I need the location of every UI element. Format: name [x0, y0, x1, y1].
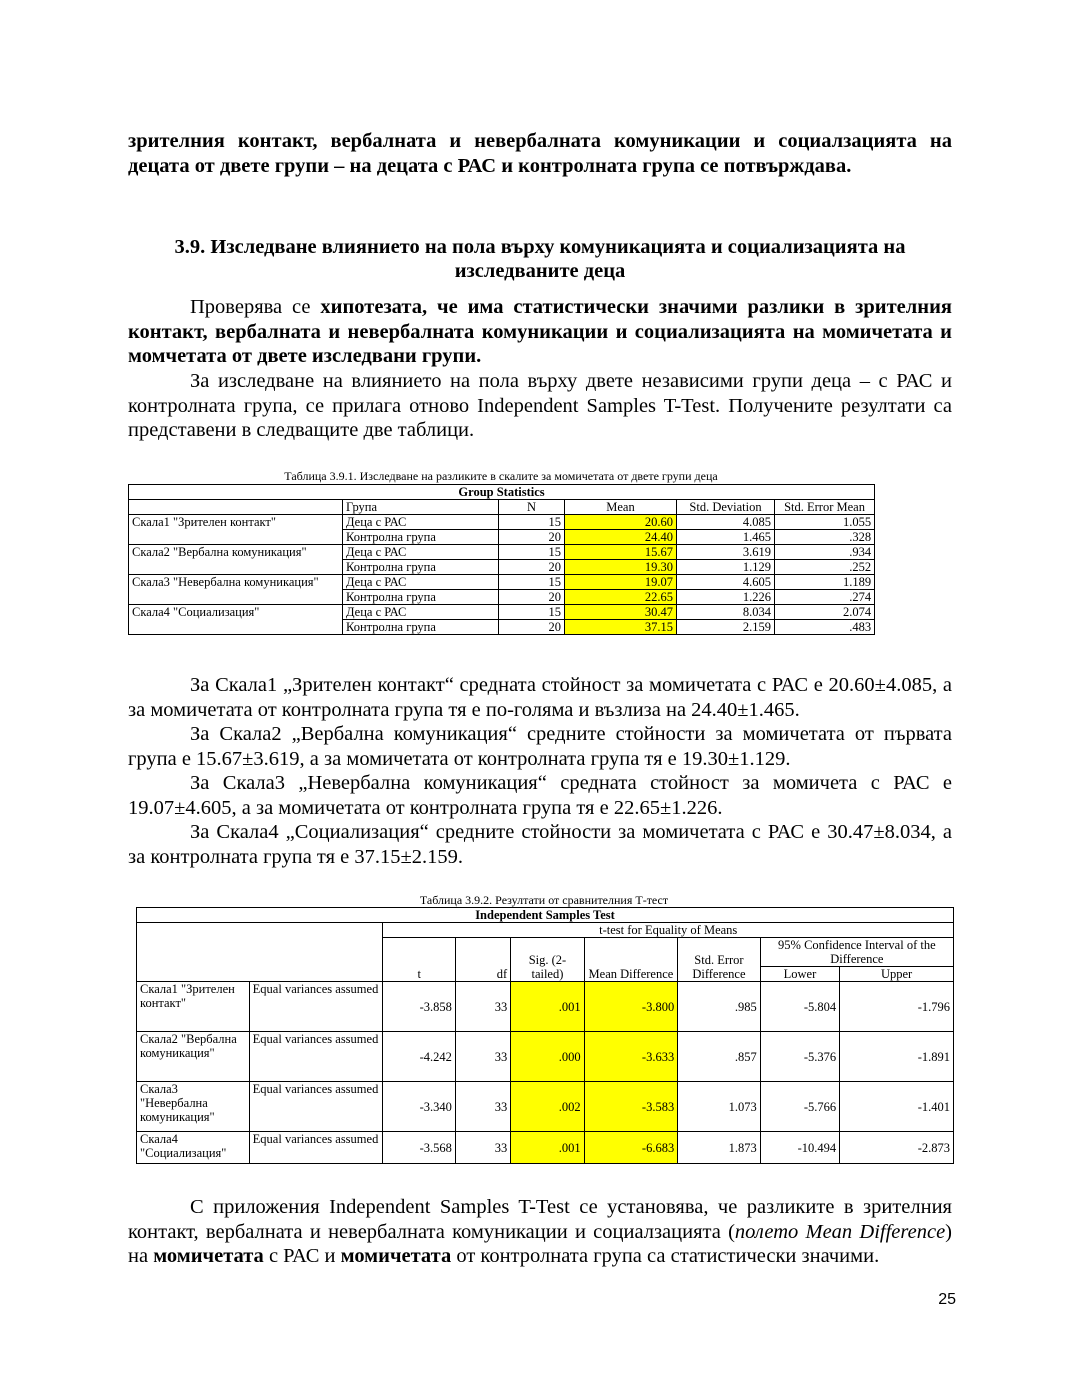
col-header-sig: Sig. (2-tailed)	[511, 938, 584, 982]
group-cell: Контролна група	[343, 590, 499, 605]
se-diff-cell: .985	[678, 982, 760, 1032]
ttest-group-header: t-test for Equality of Means	[383, 923, 954, 938]
upper-cell: -1.401	[840, 1082, 954, 1132]
sig-cell: .000	[511, 1032, 584, 1082]
t-cell: -3.858	[383, 982, 455, 1032]
t-cell: -3.340	[383, 1082, 455, 1132]
table-row	[137, 982, 954, 1032]
mean-cell: 15.67	[565, 545, 677, 560]
mean-cell: 19.07	[565, 575, 677, 590]
group-cell: Деца с РАС	[343, 515, 499, 530]
df-cell: 33	[455, 1032, 510, 1082]
table-row	[137, 1132, 954, 1164]
mean-cell: 24.40	[565, 530, 677, 545]
result-paragraph-scale2: За Скала2 „Вербална комуникация“ средните стойности за момичетата от първата група е 15.67±3.619, а за момичетата от контролната група тя е 19.30±1.129.	[128, 723, 952, 770]
lower-cell: -5.376	[760, 1032, 839, 1082]
col-header-mean-diff: Mean Difference	[584, 938, 678, 982]
group-cell: Контролна група	[343, 560, 499, 575]
assumption-cell: Equal variances assumed	[249, 1082, 383, 1132]
std-err-cell: 1.189	[775, 575, 875, 590]
scale-name: Скала4 "Социализация"	[129, 605, 343, 635]
table-row	[137, 1032, 954, 1082]
mean-cell: 19.30	[565, 560, 677, 575]
n-cell: 15	[499, 575, 565, 590]
section-heading-line2: изследваните деца	[454, 260, 626, 282]
col-header-t: t	[383, 938, 455, 982]
conclusion-italic: полето Mean Difference	[734, 1220, 946, 1243]
lower-cell: -5.804	[760, 982, 839, 1032]
se-diff-cell: 1.873	[678, 1132, 760, 1164]
std-err-cell: .252	[775, 560, 875, 575]
lower-cell: -5.766	[760, 1082, 839, 1132]
std-dev-cell: 1.465	[677, 530, 775, 545]
mean-cell: 20.60	[565, 515, 677, 530]
table1-title: Group Statistics	[129, 485, 875, 500]
group-cell: Контролна група	[343, 530, 499, 545]
result-paragraph-scale1: За Скала1 „Зрителен контакт“ средната стойност за момичетата с РАС е 20.60±4.085, а за момичетата от контролната група тя е по-голяма и възлиза на 24.40±1.465.	[128, 674, 952, 721]
col-header-group: Група	[343, 500, 499, 515]
table-row	[137, 1082, 954, 1132]
conclusion-text-3: с РАС и	[263, 1245, 341, 1267]
n-cell: 15	[499, 515, 565, 530]
sig-cell: .001	[511, 982, 584, 1032]
intro-paragraph: зрителния контакт, вербалната и невербалната комуникации и социалзацията на децата от двете групи – на децата с РАС и контролната група се потвърждава.	[128, 130, 952, 177]
mean-cell: 22.65	[565, 590, 677, 605]
hypothesis-bold: хипотезата, че има статистически значими разлики в зрителния контакт, вербалната и невербалната комуникации и социализацията на момичетата и момчетата от двете изследвани групи.	[128, 296, 952, 367]
col-header-std-err: Std. Error Mean	[775, 500, 875, 515]
col-header-n: N	[499, 500, 565, 515]
col-header-lower: Lower	[760, 967, 839, 982]
result-paragraph-scale4: За Скала4 „Социализация“ средните стойности за момичетата с РАС е 30.47±8.034, а за контролната група тя е 37.15±2.159.	[128, 821, 952, 868]
scale-name: Скала3 "Невербална комуникация"	[137, 1082, 250, 1132]
n-cell: 20	[499, 620, 565, 635]
std-err-cell: .274	[775, 590, 875, 605]
n-cell: 20	[499, 530, 565, 545]
group-cell: Деца с РАС	[343, 575, 499, 590]
se-diff-cell: .857	[678, 1032, 760, 1082]
mean-diff-cell: -6.683	[584, 1132, 678, 1164]
lower-cell: -10.494	[760, 1132, 839, 1164]
std-dev-cell: 8.034	[677, 605, 775, 620]
std-dev-cell: 1.226	[677, 590, 775, 605]
scale-name: Скала1 "Зрителен контакт"	[129, 515, 343, 545]
upper-cell: -2.873	[840, 1132, 954, 1164]
t-cell: -3.568	[383, 1132, 455, 1164]
t-cell: -4.242	[383, 1032, 455, 1082]
std-err-cell: 2.074	[775, 605, 875, 620]
assumption-cell: Equal variances assumed	[249, 1032, 383, 1082]
group-statistics-table	[128, 484, 875, 635]
page-number: 25	[938, 1291, 956, 1308]
scale-name: Скала2 "Вербална комуникация"	[129, 545, 343, 575]
scale-name: Скала2 "Вербална комуникация"	[137, 1032, 250, 1082]
col-header-mean: Mean	[565, 500, 677, 515]
scale-name: Скала3 "Невербална комуникация"	[129, 575, 343, 605]
table2-caption: Таблица 3.9.2. Резултати от сравнителния Т-тест	[419, 893, 669, 907]
group-cell: Деца с РАС	[343, 545, 499, 560]
std-dev-cell: 3.619	[677, 545, 775, 560]
std-dev-cell: 1.129	[677, 560, 775, 575]
n-cell: 15	[499, 605, 565, 620]
col-header-se-diff: Std. Error Difference	[678, 938, 760, 982]
mean-cell: 30.47	[565, 605, 677, 620]
std-err-cell: .934	[775, 545, 875, 560]
group-cell: Контролна група	[343, 620, 499, 635]
df-cell: 33	[455, 1082, 510, 1132]
col-header-std-dev: Std. Deviation	[677, 500, 775, 515]
std-dev-cell: 2.159	[677, 620, 775, 635]
df-cell: 33	[455, 982, 510, 1032]
hypothesis-prefix: Проверява се	[190, 296, 321, 318]
sig-cell: .002	[511, 1082, 584, 1132]
upper-cell: -1.796	[840, 982, 954, 1032]
table1-caption: Таблица 3.9.1. Изследване на разликите в скалите за момичетата от двете групи деца	[284, 469, 718, 483]
group-cell: Деца с РАС	[343, 605, 499, 620]
scale-name: Скала4 "Социализация"	[137, 1132, 250, 1164]
upper-cell: -1.891	[840, 1032, 954, 1082]
hypothesis-paragraph	[128, 295, 952, 369]
col-header-df: df	[455, 938, 510, 982]
table1-header-row	[129, 500, 875, 515]
mean-diff-cell: -3.800	[584, 982, 678, 1032]
table-row	[129, 515, 875, 530]
scale-name: Скала1 "Зрителен контакт"	[137, 982, 250, 1032]
std-err-cell: .483	[775, 620, 875, 635]
result-paragraph-scale3: За Скала3 „Невербална комуникация“ средната стойност за момичета с РАС е 19.07±4.605, а за момичетата от контролната група тя е 22.65±1.226.	[128, 772, 952, 819]
assumption-cell: Equal variances assumed	[249, 982, 383, 1032]
sig-cell: .001	[511, 1132, 584, 1164]
n-cell: 20	[499, 560, 565, 575]
conclusion-paragraph	[128, 1195, 952, 1269]
assumption-cell: Equal variances assumed	[249, 1132, 383, 1164]
mean-cell: 37.15	[565, 620, 677, 635]
table2-title: Independent Samples Test	[137, 908, 954, 923]
conclusion-bold-2: момичетата	[340, 1245, 452, 1267]
col-header-upper: Upper	[840, 967, 954, 982]
mean-diff-cell: -3.583	[584, 1082, 678, 1132]
se-diff-cell: 1.073	[678, 1082, 760, 1132]
conclusion-text-1: С приложения Independent Samples T-Test се установява, че разликите в зрителния контакт, вербалната и невербалната комуникации и социалзацията (	[128, 1196, 952, 1243]
std-dev-cell: 4.605	[677, 575, 775, 590]
mean-diff-cell: -3.633	[584, 1032, 678, 1082]
table-row	[129, 575, 875, 590]
ci-header: 95% Confidence Interval of the Difference	[760, 938, 953, 967]
section-heading-line1: 3.9. Изследване влиянието на пола върху комуникацията и социализацията на	[174, 236, 906, 258]
df-cell: 33	[455, 1132, 510, 1164]
independent-samples-test-table	[136, 907, 954, 1164]
conclusion-text-4: от контролната група са статистически значими.	[451, 1245, 880, 1267]
conclusion-bold-1: момичетата	[153, 1245, 264, 1267]
n-cell: 20	[499, 590, 565, 605]
std-err-cell: .328	[775, 530, 875, 545]
std-dev-cell: 4.085	[677, 515, 775, 530]
conclusion-text-2: ) на	[128, 1220, 952, 1267]
method-paragraph: За изследване на влиянието на пола върху двете независими групи деца – с РАС и контролната група, се прилага отново Independent Samples T-Test. Получените резултати са представени в следващите две таблици.	[128, 370, 952, 441]
n-cell: 15	[499, 545, 565, 560]
table-row	[129, 605, 875, 620]
std-err-cell: 1.055	[775, 515, 875, 530]
table-row	[129, 545, 875, 560]
